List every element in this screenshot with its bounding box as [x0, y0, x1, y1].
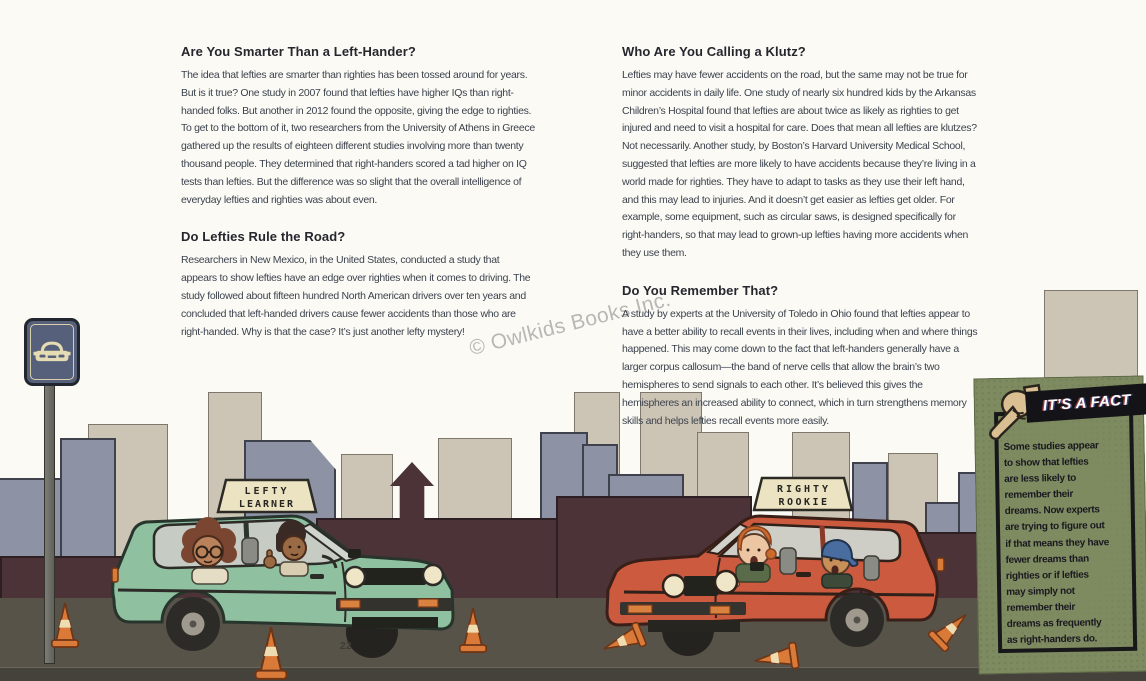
section-heading: Are You Smarter Than a Left-Hander? [181, 44, 416, 59]
page-number: 22 [340, 641, 353, 652]
fallen-traffic-cone [750, 639, 802, 677]
green-car-sign-line2: LEARNER [238, 499, 296, 510]
left-text-column [181, 44, 537, 361]
fact-banner: IT’S A FACT [1025, 383, 1146, 422]
traffic-cone [458, 604, 488, 656]
righty-rookie-red-car [604, 462, 954, 664]
traffic-cone [50, 600, 80, 650]
section-smarter [181, 44, 537, 209]
section-heading: Who Are You Calling a Klutz? [622, 44, 806, 59]
section-body: Researchers in New Mexico, in the United States, conducted a study that appears to show lefties have an edge over righties when it comes to driving. The study followed about fifteen hundred North American drivers over ten years and concluded that left-handed drivers cause fewer accidents than those who are right-handed. Why is that the case? It’s just another lefty mystery! [181, 254, 531, 338]
section-body: Lefties may have fewer accidents on the road, but the same may not be true for minor accidents in daily life. One study of nearly six hundred kids by the Arkansas Children’s Hospital found that lefties are about twice as likely as righties to get injured and need to visit a hospital for care. Does that mean all lefties are klutzes? Not necessarily. Another study, by Boston’s Harvard University Medical School, suggested that lefties are more likely to have accidents because they’re living in a world made for righties. They have to adapt to tasks as they use their left hand, and this may lead to injuries. And it doesn’t get easier as lefties get older. For example, some equipment, such as circular saws, is designed specifically for right-handers, so that may lead to grown-up lefties having more accidents when they use them. [622, 69, 977, 259]
section-body: A study by experts at the University of Toledo in Ohio found that lefties appear to have a better ability to recall events in their lives, including when and where things happened. This may come down to the fact that left-handers generally have a larger corpus callosum—the band of nerve cells that allow the brain’s two hemispheres to send signals to each other. It’s believed this gives the hemispheres an increased ability to connect, which in turn strengthens memory skills and helps lefties recall events more easily. [622, 307, 978, 427]
watermark: © Owlkids Books Inc. [466, 287, 674, 361]
section-remember [622, 283, 978, 431]
road-sign [24, 318, 80, 386]
section-rule-the-road [181, 229, 537, 341]
section-heading: Do Lefties Rule the Road? [181, 229, 346, 245]
traffic-cone [253, 624, 289, 681]
right-text-column [622, 44, 978, 450]
car-sign-icon [30, 324, 74, 380]
red-car-sign-line1: RIGHTY [776, 484, 832, 495]
section-body: The idea that lefties are smarter than righties has been tossed around for years. But is it true? One study in 2007 found that lefties have higher IQs than right-handed folks. But another in 2012 found the opposite, giving the edge to righties. To get to the bottom of it, two researchers from the University of Athens in Greece gathered up the results of eighteen different studies involving more than twenty thousand people. They determined that right-handers scored a tad higher on IQ tests than lefties. But the difference was so slight that the overall intelligence of everyday lefties and righties was about even. [181, 69, 535, 206]
red-car-sign-line2: ROOKIE [778, 497, 830, 508]
section-klutz [622, 44, 978, 263]
fact-body-text: Some studies appear to show that lefties are less likely to remember their dreams. Now experts are trying to figure out if that means they have fewer dreams than righties or if lefties may simply not remember their dreams as frequently as right-handers do. [1003, 440, 1110, 647]
page-bottom-edge [0, 667, 1146, 681]
green-car-sign-line1: LEFTY [244, 486, 290, 497]
fact-box [973, 376, 1146, 675]
section-heading: Do You Remember That? [622, 282, 779, 298]
